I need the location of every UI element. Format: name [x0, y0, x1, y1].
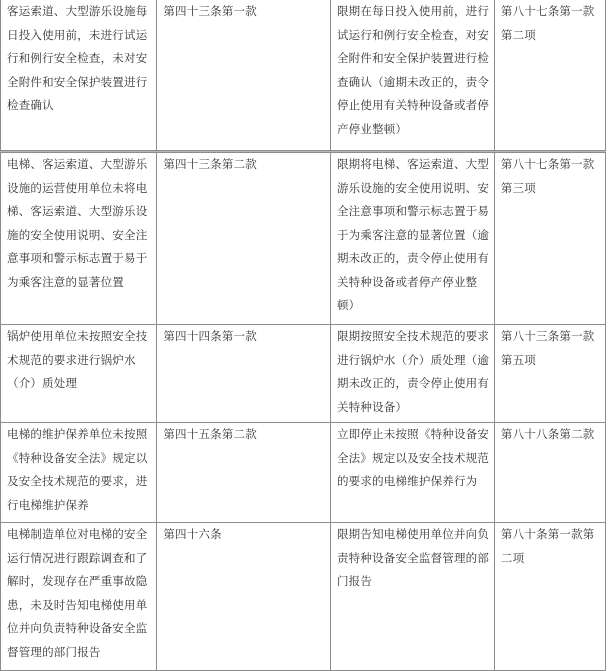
penalty-cell: 限期告知电梯使用单位并向负责特种设备安全监督管理的部门报告: [330, 523, 494, 671]
violation-cell: 电梯制造单位对电梯的安全运行情况进行跟踪调查和了解时，发现存在严重事故隐患，未及时告知电梯使用单位并向负责特种设备安全监督管理的部门报告: [1, 523, 157, 671]
regulation-table-bottom: [0, 152, 606, 671]
regulation-table-top: [0, 0, 606, 151]
violation-cell: 电梯、客运索道、大型游乐设施的运营使用单位未将电梯、客运索道、大型游乐设施的安全使用说明、安全注意事项和警示标志置于易于为乘客注意的显著位置: [1, 153, 157, 325]
penalty-cell: 限期在每日投入使用前，进行试运行和例行安全检查，对安全附件和安全保护装置进行检查确认（逾期未改正的，责令停止使用有关特种设备或者停产停业整顿）: [330, 0, 494, 151]
clause-cell: 第四十四条第一款: [157, 325, 331, 423]
clause-cell: 第四十六条: [157, 523, 331, 671]
violation-cell: 锅炉使用单位未按照安全技术规范的要求进行锅炉水（介）质处理: [1, 325, 157, 423]
penalty-cell: 立即停止未按照《特种设备安全法》规定以及安全技术规范的要求的电梯维护保养行为: [330, 423, 494, 523]
basis-cell: 第八十三条第一款第五项: [494, 325, 605, 423]
table-row: [1, 523, 606, 671]
basis-cell: 第八十条第一款第二项: [494, 523, 605, 671]
basis-cell: 第八十七条第一款第三项: [494, 153, 605, 325]
table-row: [1, 325, 606, 423]
violation-cell: 客运索道、大型游乐设施每日投入使用前，未进行试运行和例行安全检查，未对安全附件和安全保护装置进行检查确认: [1, 0, 157, 151]
clause-cell: 第四十五条第二款: [157, 423, 331, 523]
clause-cell: 第四十三条第二款: [157, 153, 331, 325]
table-row: [1, 153, 606, 325]
basis-cell: 第八十八条第二款: [494, 423, 605, 523]
penalty-cell: 限期按照安全技术规范的要求进行锅炉水（介）质处理（逾期未改正的，责令停止使用有关特种设备）: [330, 325, 494, 423]
penalty-cell: 限期将电梯、客运索道、大型游乐设施的安全使用说明、安全注意事项和警示标志置于易于为乘客注意的显著位置（逾期未改正的，责令停止使用有关特种设备或者停产停业整顿）: [330, 153, 494, 325]
basis-cell: 第八十七条第一款第二项: [494, 0, 605, 151]
table-row: [1, 0, 606, 151]
table-row: [1, 423, 606, 523]
violation-cell: 电梯的维护保养单位未按照《特种设备安全法》规定以及安全技术规范的要求，进行电梯维护保养: [1, 423, 157, 523]
clause-cell: 第四十三条第一款: [157, 0, 331, 151]
